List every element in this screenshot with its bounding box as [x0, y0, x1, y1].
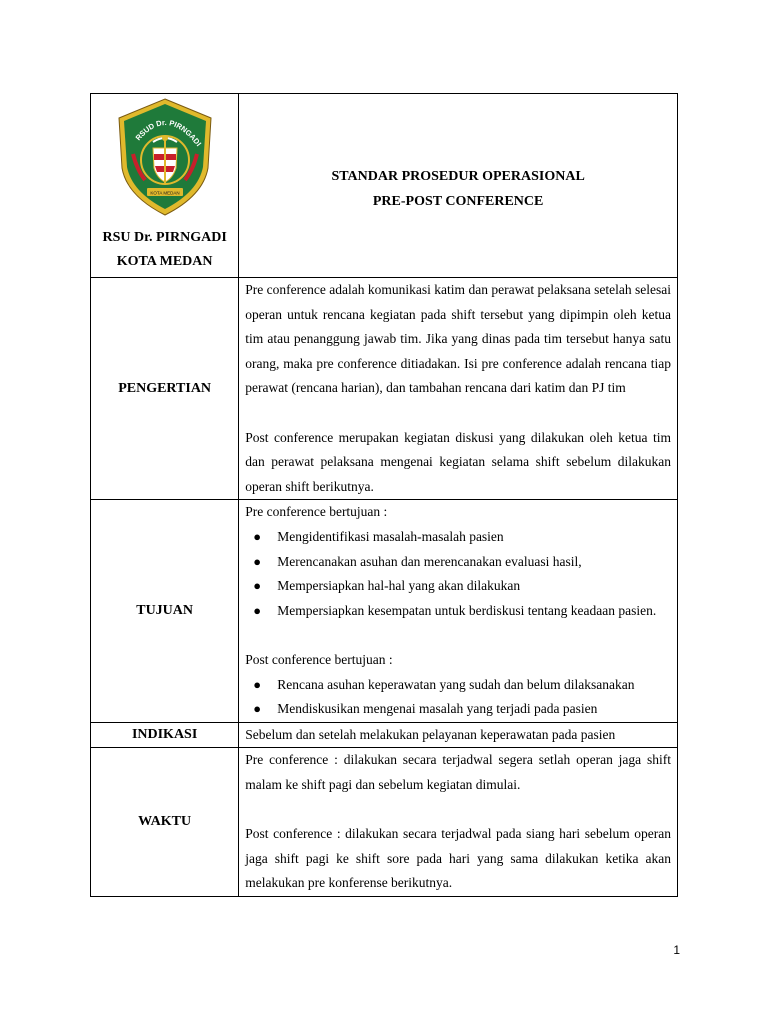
- hospital-identity-cell: [91, 94, 239, 278]
- bullet-icon: ●: [253, 602, 262, 618]
- tujuan-content: [239, 500, 678, 722]
- hospital-logo: [113, 96, 217, 218]
- pengertian-paragraph-1: Pre conference adalah komunikasi katim dan perawat pelaksana setelah selesai operan untuk rencana kegiatan pada shift tersebut yang dipimpin oleh ketua tim atau penanggung jawab tim. Jika yang dinas pada tim tersebut hanya satu orang, maka pre conference ditiadakan. Isi pre conference adalah rencana tiap perawat (rencana harian), dan tambahan rencana dari katim dan PJ tim: [245, 282, 671, 396]
- list-item: ● Mengidentifikasi masalah-masalah pasien: [245, 525, 671, 550]
- hospital-name-line2: KOTA MEDAN: [116, 254, 213, 269]
- indikasi-label: INDIKASI: [91, 722, 239, 748]
- list-item: ● Mendiskusikan mengenai masalah yang terjadi pada pasien: [245, 697, 671, 722]
- indikasi-row: [91, 722, 678, 748]
- indikasi-content: [239, 722, 678, 748]
- pengertian-row: [91, 278, 678, 500]
- document-title-line1: STANDAR PROSEDUR OPERASIONAL: [331, 169, 585, 184]
- document-title-line2: PRE-POST CONFERENCE: [372, 194, 544, 209]
- list-item: ● Merencanakan asuhan dan merencanakan evaluasi hasil,: [245, 550, 671, 575]
- logo-ribbon-text: KOTA MEDAN: [150, 190, 180, 196]
- header-row: [91, 94, 678, 278]
- tujuan-post-intro: Post conference bertujuan :: [245, 651, 393, 667]
- pengertian-paragraph-2: Post conference merupakan kegiatan diskusi yang dilakukan oleh ketua tim dan perawat pelaksana mengenai kegiatan selama shift sebelum dilakukan operan shift berikutnya.: [245, 429, 671, 494]
- tujuan-pre-intro: Pre conference bertujuan :: [245, 504, 388, 520]
- tujuan-row: [91, 500, 678, 722]
- pengertian-content: [239, 278, 678, 500]
- sop-table: [90, 93, 678, 897]
- hospital-name-line1: RSU Dr. PIRNGADI: [102, 230, 227, 245]
- bullet-icon: ●: [253, 553, 262, 569]
- tujuan-label: TUJUAN: [91, 500, 239, 722]
- indikasi-text: Sebelum dan setelah melakukan pelayanan keperawatan pada pasien: [245, 726, 616, 742]
- bullet-icon: ●: [253, 701, 262, 717]
- pengertian-label: PENGERTIAN: [91, 278, 239, 500]
- list-item: ● Mempersiapkan kesempatan untuk berdiskusi tentang keadaan pasien.: [245, 599, 671, 624]
- waktu-row: [91, 748, 678, 897]
- tujuan-post-list: [245, 673, 671, 722]
- list-item: ● Rencana asuhan keperawatan yang sudah dan belum dilaksanakan: [245, 673, 671, 698]
- bullet-icon: ●: [253, 676, 262, 692]
- waktu-label: WAKTU: [91, 748, 239, 897]
- list-item: ● Mempersiapkan hal-hal yang akan dilakukan: [245, 574, 671, 599]
- tujuan-pre-list: [245, 525, 671, 623]
- waktu-paragraph-1: Pre conference : dilakukan secara terjadwal segera setlah operan jaga shift malam ke shift pagi dan sebelum kegiatan dimulai.: [245, 752, 671, 792]
- bullet-icon: ●: [253, 528, 262, 544]
- document-title-cell: [239, 94, 678, 278]
- page-number: 1: [673, 943, 680, 957]
- bullet-icon: ●: [253, 578, 262, 594]
- waktu-paragraph-2: Post conference : dilakukan secara terjadwal pada siang hari sebelum operan jaga shift pagi ke shift sore pada hari yang sama dilakukan ketika akan melakukan pre konferense berikutnya.: [245, 826, 671, 891]
- waktu-content: [239, 748, 678, 897]
- logo-text: RSUD Dr. PIRNGADI: [133, 117, 203, 148]
